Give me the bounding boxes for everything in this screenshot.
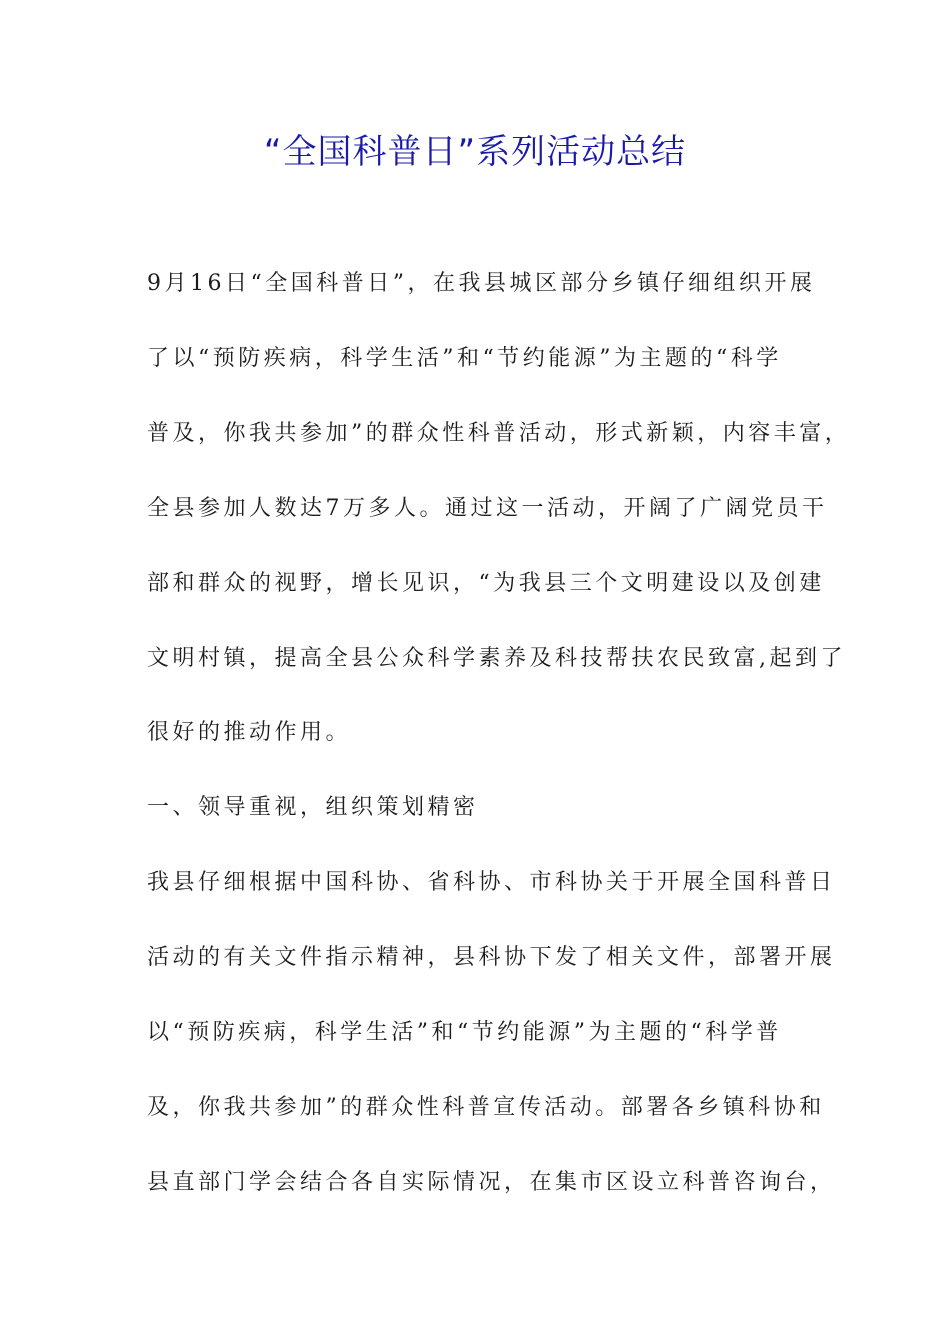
paragraph-line: 很好的推动作用。 <box>147 720 352 745</box>
paragraph-line: 我县仔细根据中国科协、省科协、市科协关于开展全国科普日 <box>147 870 836 895</box>
paragraph-line: 了以“预防疾病，科学生活”和“节约能源”为主题的“科学 <box>147 346 782 371</box>
paragraph-line: 县直部门学会结合各自实际情况，在集市区设立科普咨询台， <box>147 1170 836 1195</box>
document-title: “全国科普日”系列活动总结 <box>263 132 687 172</box>
paragraph-line: 9月16日“全国科普日”，在我县城区部分乡镇仔细组织开展 <box>147 271 816 296</box>
paragraph-line: 及，你我共参加”的群众性科普宣传活动。部署各乡镇科协和 <box>147 1095 825 1120</box>
paragraph-line: 文明村镇，提高全县公众科学素养及科技帮扶农民致富,起到了 <box>147 646 846 671</box>
section-heading: 一、领导重视，组织策划精密 <box>147 795 479 820</box>
paragraph-line: 以“预防疾病，科学生活”和“节约能源”为主题的“科学普 <box>147 1020 782 1045</box>
paragraph-line: 全县参加人数达7万多人。通过这一活动，开阔了广阔党员干 <box>147 496 828 521</box>
paragraph-line: 部和群众的视野，增长见识，“为我县三个文明建设以及创建 <box>147 571 825 596</box>
paragraph-line: 普及，你我共参加”的群众性科普活动，形式新颖，内容丰富， <box>147 421 851 446</box>
paragraph-line: 活动的有关文件指示精神，县科协下发了相关文件，部署开展 <box>147 945 836 970</box>
